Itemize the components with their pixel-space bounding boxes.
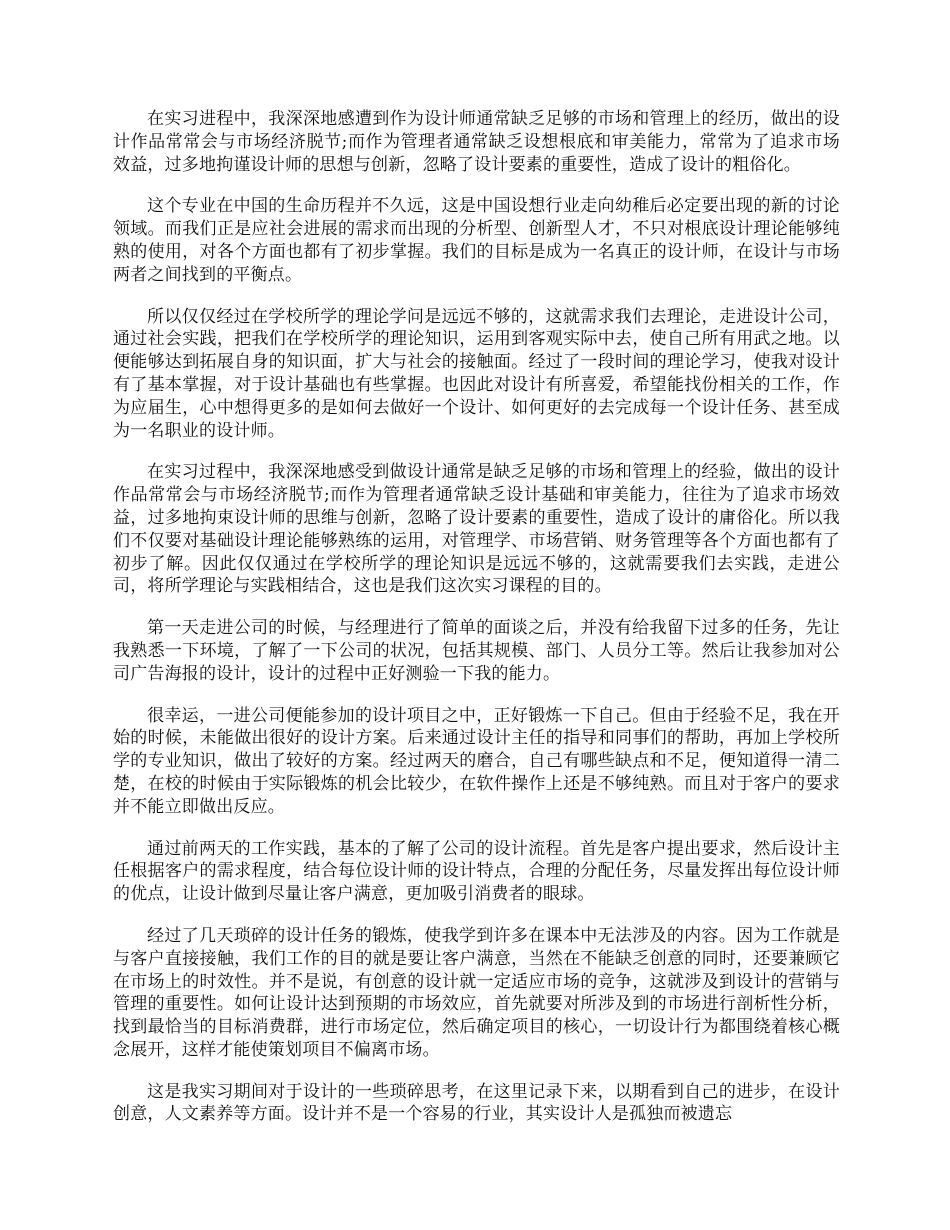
- paragraph-9: 这是我实习期间对于设计的一些琐碎思考，在这里记录下来，以期看到自己的进步，在设计创意，人文素养等方面。设计并不是一个容易的行业，其实设计人是孤独而被遗忘: [113, 1081, 840, 1125]
- paragraph-6: 很幸运，一进公司便能参加的设计项目之中，正好锻炼一下自己。但由于经验不足，我在开始的时候，未能做出很好的设计方案。后来通过设计主任的指导和同事们的帮助，再加上学校所学的专业知识，做出了较好的方案。经过两天的磨合，自己有哪些缺点和不足，便知道得一清二楚，在校的时候由于实际锻炼的机会比较少，在软件操作上还是不够纯熟。而且对于客户的要求并不能立即做出反应。: [113, 705, 840, 817]
- paragraph-7: 通过前两天的工作实践，基本的了解了公司的设计流程。首先是客户提出要求，然后设计主任根据客户的需求程度，结合每位设计师的设计特点，合理的分配任务，尽量发挥出每位设计师的优点，让设计做到尽量让客户满意，更加吸引消费者的眼球。: [113, 838, 840, 905]
- paragraph-2: 这个专业在中国的生命历程并不久远，这是中国设想行业走向幼稚后必定要出现的新的讨论领域。而我们正是应社会进展的需求而出现的分析型、创新型人才，不只对根底设计理论能够纯熟的使用，对各个方面也都有了初步掌握。我们的目标是成为一名真正的设计师，在设计与市场两者之间找到的平衡点。: [113, 196, 840, 285]
- paragraph-8: 经过了几天琐碎的设计任务的锻炼，使我学到许多在课本中无法涉及的内容。因为工作就是与客户直接接触，我们工作的目的就是要让客户满意，当然在不能缺乏创意的同时，还要兼顾它在市场上的时效性。并不是说，有创意的设计就一定适应市场的竞争，这就涉及到设计的营销与管理的重要性。如何让设计达到预期的市场效应，首先就要对所涉及到的市场进行剖析性分析，找到最恰当的目标消费群，进行市场定位，然后确定项目的核心，一切设计行为都围绕着核心概念展开，这样才能使策划项目不偏离市场。: [113, 925, 840, 1060]
- paragraph-5: 第一天走进公司的时候，与经理进行了简单的面谈之后，并没有给我留下过多的任务，先让我熟悉一下环境，了解了一下公司的状况，包括其规模、部门、人员分工等。然后让我参加对公司广告海报的设计，设计的过程中正好测验一下我的能力。: [113, 618, 840, 684]
- paragraph-1: 在实习进程中，我深深地感遭到作为设计师通常缺乏足够的市场和管理上的经历，做出的设计作品常常会与市场经济脱节;而作为管理者通常缺乏设想根底和审美能力，常常为了追求市场效益，过多地拘谨设计师的思想与创新，忽略了设计要素的重要性，造成了设计的粗俗化。: [113, 109, 840, 175]
- paragraph-4: 在实习过程中，我深深地感受到做设计通常是缺乏足够的市场和管理上的经验，做出的设计作品常常会与市场经济脱节;而作为管理者通常缺乏设计基础和审美能力，往往为了追求市场效益，过多地拘束设计师的思维与创新，忽略了设计要素的重要性，造成了设计的庸俗化。所以我们不仅要对基础设计理论能够熟练的运用，对管理学、市场营销、财务管理等各个方面也都有了初步了解。因此仅仅通过在学校所学的理论知识是远远不够的，这就需要我们去实践，走进公司，将所学理论与实践相结合，这也是我们这次实习课程的目的。: [113, 462, 840, 597]
- paragraph-3: 所以仅仅经过在学校所学的理论学问是远远不够的，这就需求我们去理论，走进设计公司，通过社会实践，把我们在学校所学的理论知识，运用到客观实际中去，使自己所有用武之地。以便能够达到拓展自身的知识面，扩大与社会的接触面。经过了一段时间的理论学习，使我对设计有了基本掌握，对于设计基础也有些掌握。也因此对设计有所喜爱，希望能找份相关的工作，作为应届生，心中想得更多的是如何去做好一个设计、如何更好的去完成每一个设计任务、甚至成为一名职业的设计师。: [113, 306, 840, 441]
- document-page: [113, 108, 840, 1145]
